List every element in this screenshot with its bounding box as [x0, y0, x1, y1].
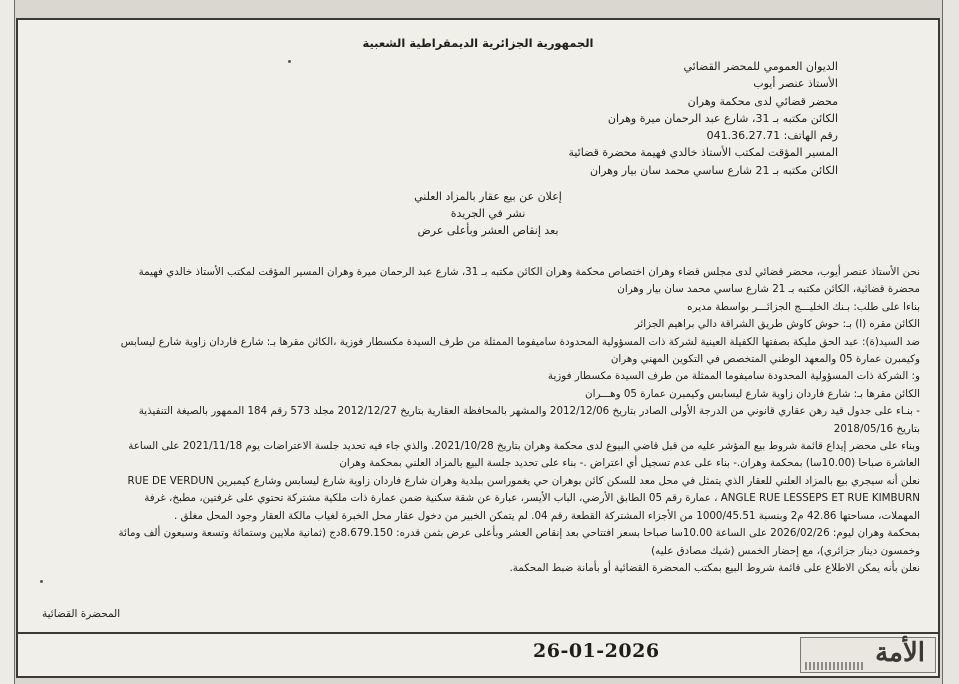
body-line: الكائن مقره (ا) بـ: حوش كاوش طريق الشراقة دالي براهيم الجزائر [634, 318, 920, 331]
body-line: و: الشركة ذات المسؤولية المحدودة ساميفوما الممثلة من طرف السيدة مكسطار فوزية [547, 370, 920, 383]
body-line: بمحكمة وهران ليوم: 2026/02/26 على الساعة 10.00سا صباحا بسعر افتتاحي بعد إنقاص العشر وبأعلى عرض بثمن قدره: 8.679.150دج (ثمانية ملايين وستمائة وتسعة وسبعون ألف ومائة [118, 527, 920, 540]
body-line: وبناء على محضر إيداع قائمة شروط بيع المؤشر عليه من قبل قاضي البيوع لدى محكمة وهران بتاريخ 2021/10/28. والذي جاء فيه تحديد جلسة الاعتراضات يوم 2021/11/18 على الساعة [128, 440, 920, 453]
body-line: محضرة قضائية، الكائن مكتبه بـ 21 شارع ساسي محمد سان بيار وهران [617, 283, 920, 296]
footer-bar [18, 632, 938, 676]
legal-notice-page [16, 18, 940, 678]
announcement-title [378, 188, 598, 239]
body-line: - بنـاء على جدول قيد رهن عقاري قانوني من الدرجة الأولى الصادر بتاريخ 2012/12/06 والمشهر بالمحافظة العقارية بتاريخ 2012/12/27 مجلد 573 رقم 184 الممهور بالصيغة التنفيذية [138, 405, 920, 418]
office-phone: رقم الهاتف: 041.36.27.71 [706, 129, 838, 143]
office-line: الأستاذ عنصر أيوب [753, 77, 838, 91]
publication-date: 26-01-2026 [533, 640, 660, 662]
body-line: وكيمبرن عمارة 05 والمعهد الوطني المتخصص في التكوين المهني وهران [610, 353, 920, 366]
body-line: الكائن مقرها بـ: شارع فاردان زاوية شارع ليسابس وكيمبرن عمارة 05 وهـــران [585, 387, 920, 400]
body-line: بناءا على طلب: بـنك الخليـــج الجزائـــر بواسطة مديره [687, 300, 920, 313]
body-line: العاشرة صباحا (10.00سا) بمحكمة وهران.- بناء على عدم تسجيل أي اعتراض .- بناء على تحديد جلسة البيع بالمزاد العلني بمحكمة وهران [339, 457, 920, 470]
scan-edge-right [942, 0, 959, 684]
office-line: محضر قضائي لدى محكمة وهران [687, 94, 838, 108]
body-line: نعلن أنه سيجري بيع بالمزاد العلني للعقار الذي يتمثل في محل معد للسكن كائن بوهران حي يغموراسن ببلدية وهران شارع فاردان زاوية شارع ليسابس وشارع كيمبرين RUE DE VERDUN [127, 474, 920, 487]
logo-tagline-graphic [805, 662, 865, 670]
body-line: وخمسون دينار جزائري)، مع إحضار الخمس (شيك مصادق عليه) [651, 544, 920, 557]
office-line: المسير المؤقت لمكتب الأستاذ خالدي فهيمة محضرة قضائية [568, 146, 838, 160]
office-block [418, 58, 838, 179]
office-line: الكائن مكتبه بـ 31، شارع عبد الرحمان ميرة وهران [607, 111, 838, 125]
body-line: نعلن بأنه يمكن الاطلاع على قائمة شروط البيع بمكتب المحضرة القضائية أو بأمانة ضبط المحكمة. [509, 561, 920, 574]
newspaper-name: الأمة [875, 638, 925, 668]
announcement-line: نشر في الجريدة [450, 207, 526, 220]
body-line: نحن الأستاذ عنصر أيوب، محضر قضائي لدى مجلس قضاء وهران اختصاص محكمة وهران الكائن مكتبه بـ 31، شارع عبد الرحمان ميرة وهران المسير المؤقت لمكتب الأستاذ خالدي فهيمة [138, 266, 920, 278]
office-line: الديوان العمومي للمحضر القضائي [683, 60, 838, 73]
announcement-line: بعد إنقاص العشر وبأعلى عرض [417, 224, 559, 237]
notice-body [32, 264, 920, 577]
body-line: المهملات، مساحتها 42.86 م2 وبنسبة 1000/45.51 من الأجزاء المشتركة القطعة رقم 04. لم يتمكن الخبير من دخول عقار محل الخبرة لغياب مالكة العقار وجود المحل مغلق . [174, 509, 920, 522]
scan-edge-left [0, 0, 15, 684]
body-line: ANGLE RUE LESSEPS ET RUE KIMBURN ، عمارة رقم 05 الطابق الأرضي، الباب الأيسر، عبارة عن شقة سكنية ضمن عمارة ذات ملكية مشتركة تحتوي على غرفتين، مطبخ، غرفة [144, 492, 920, 505]
body-line: بتاريخ 2018/05/16 [833, 422, 920, 435]
signature: المحضرة القضائية [42, 608, 121, 620]
scan-speck [40, 580, 43, 583]
scan-speck [288, 60, 291, 63]
body-line: ضد السيد(ة): عبد الحق مليكة بصفتها الكفيلة العينية لشركة ذات المسؤولية المحدودة ساميفوما الممثلة من طرف السيدة مكسطار فوزية ،الكائن مقرها بـ: شارع فاردان زاوية شارع ليسابس [120, 335, 920, 348]
office-line: الكائن مكتبه بـ 21 شارع ساسي محمد سان بيار وهران [589, 163, 838, 177]
announcement-line: إعلان عن بيع عقار بالمزاد العلني [414, 190, 562, 203]
republic-header: الجمهورية الجزائرية الديمقراطية الشعبية [362, 36, 594, 50]
newspaper-logo [800, 637, 936, 673]
